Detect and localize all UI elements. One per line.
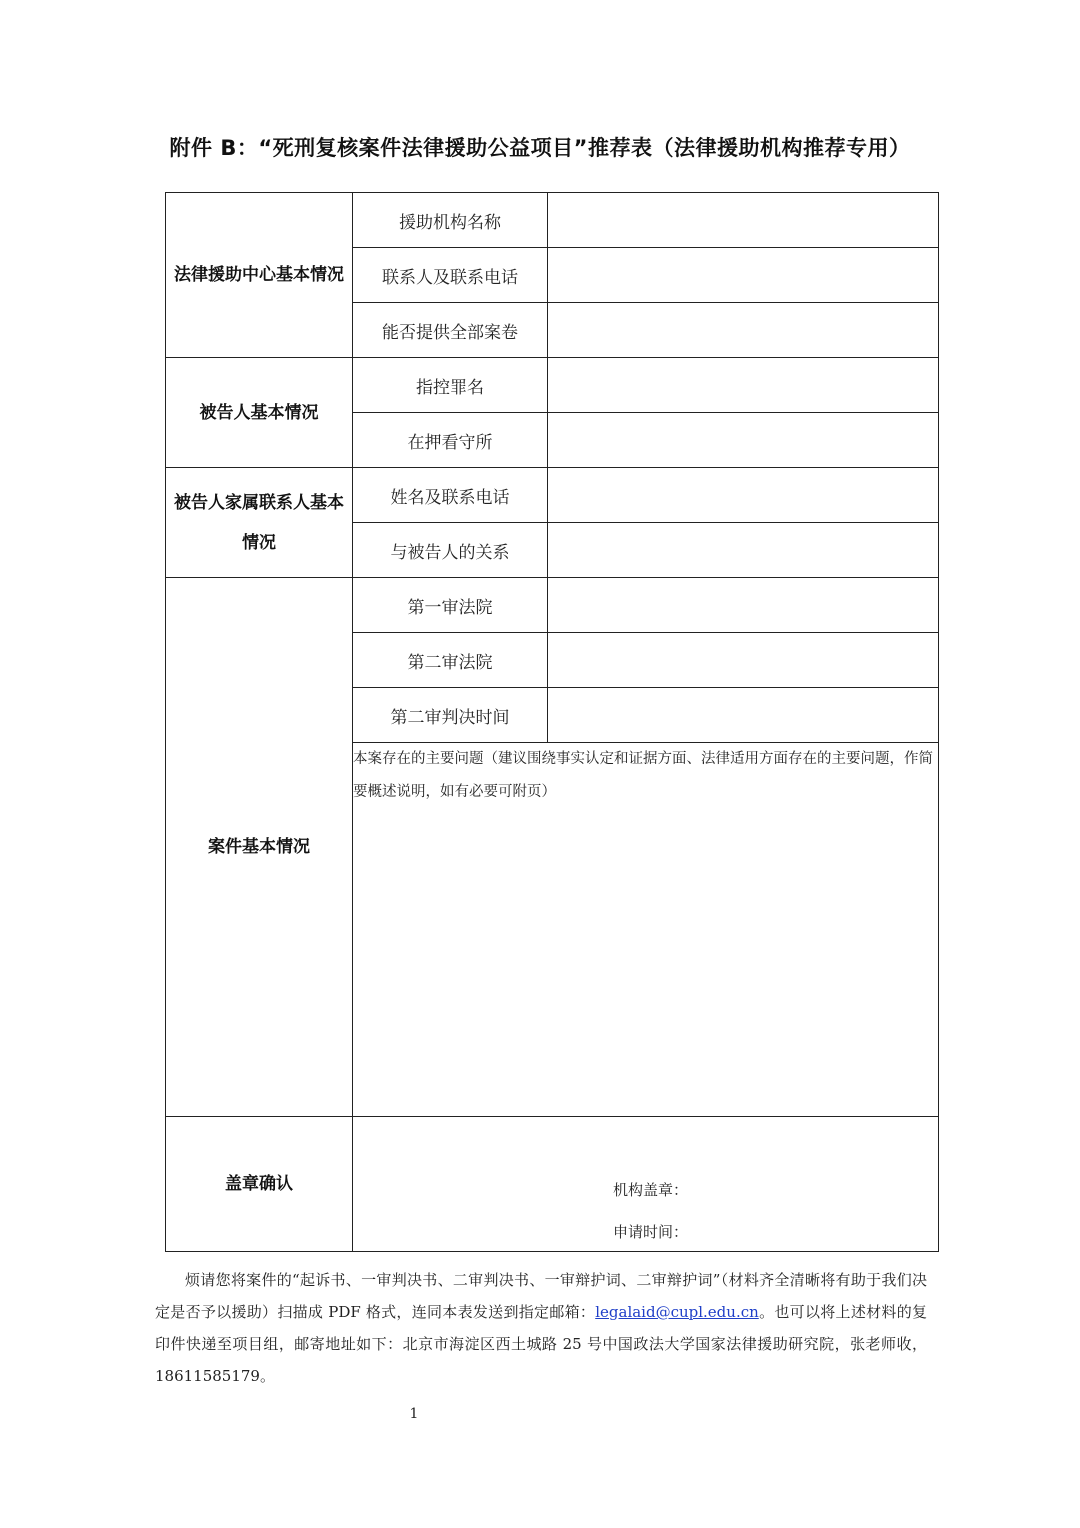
- field-label-charge: 指控罪名: [353, 358, 548, 413]
- field-label-second-instance-court: 第二审法院: [353, 633, 548, 688]
- field-label-second-instance-date: 第二审判决时间: [353, 688, 548, 743]
- instructions-text-after: 。也可以将上述材料的复印件快递至项目组，邮寄地址如下：北京市海淀区西土城路 25 号中国政法大学国家法律援助研究院，张老师收，18611585179。: [155, 1303, 927, 1385]
- section-title-defendant: 被告人基本情况: [166, 358, 353, 468]
- field-value-contact[interactable]: [548, 248, 939, 303]
- field-value-family-name-phone[interactable]: [548, 468, 939, 523]
- field-value-charge[interactable]: [548, 358, 939, 413]
- field-label-relationship: 与被告人的关系: [353, 523, 548, 578]
- document-title: 附件 B：“死刑复核案件法律援助公益项目”推荐表（法律援助机构推荐专用）: [169, 136, 911, 160]
- seal-label: 机构盖章：: [613, 1181, 689, 1199]
- email-link[interactable]: legalaid@cupl.edu.cn: [595, 1303, 759, 1321]
- field-label-first-instance-court: 第一审法院: [353, 578, 548, 633]
- field-label-detention-center: 在押看守所: [353, 413, 548, 468]
- section-title-seal-confirm: 盖章确认: [166, 1117, 353, 1252]
- field-label-family-name-phone: 姓名及联系电话: [353, 468, 548, 523]
- field-value-second-instance-date[interactable]: [548, 688, 939, 743]
- field-value-full-dossier[interactable]: [548, 303, 939, 358]
- seal-area[interactable]: [353, 1117, 939, 1252]
- field-label-full-dossier: 能否提供全部案卷: [353, 303, 548, 358]
- submission-instructions: [155, 1264, 927, 1392]
- field-value-relationship[interactable]: [548, 523, 939, 578]
- recommendation-form: [165, 192, 939, 1252]
- instructions-text-before: 烦请您将案件的“起诉书、一审判决书、二审判决书、一审辩护词、二审辩护词”（材料齐全清晰将有助于我们决定是否予以援助）扫描成 PDF 格式，连同本表发送到指定邮箱：: [155, 1271, 927, 1321]
- field-value-detention-center[interactable]: [548, 413, 939, 468]
- field-label-contact: 联系人及联系电话: [353, 248, 548, 303]
- field-label-agency-name: 援助机构名称: [353, 193, 548, 248]
- field-value-first-instance-court[interactable]: [548, 578, 939, 633]
- case-issues-prompt: 本案存在的主要问题（建议围绕事实认定和证据方面、法律适用方面存在的主要问题，作简要概述说明，如有必要可附页）: [353, 751, 933, 800]
- case-issues-area[interactable]: [353, 743, 939, 1117]
- field-value-agency-name[interactable]: [548, 193, 939, 248]
- application-date-label: 申请时间：: [613, 1223, 689, 1241]
- page-number: 1: [409, 1406, 419, 1422]
- section-title-legal-aid-center: 法律援助中心基本情况: [166, 193, 353, 358]
- field-value-second-instance-court[interactable]: [548, 633, 939, 688]
- section-title-family-contact: 被告人家属联系人基本情况: [166, 468, 353, 578]
- section-title-case-info: 案件基本情况: [166, 578, 353, 1117]
